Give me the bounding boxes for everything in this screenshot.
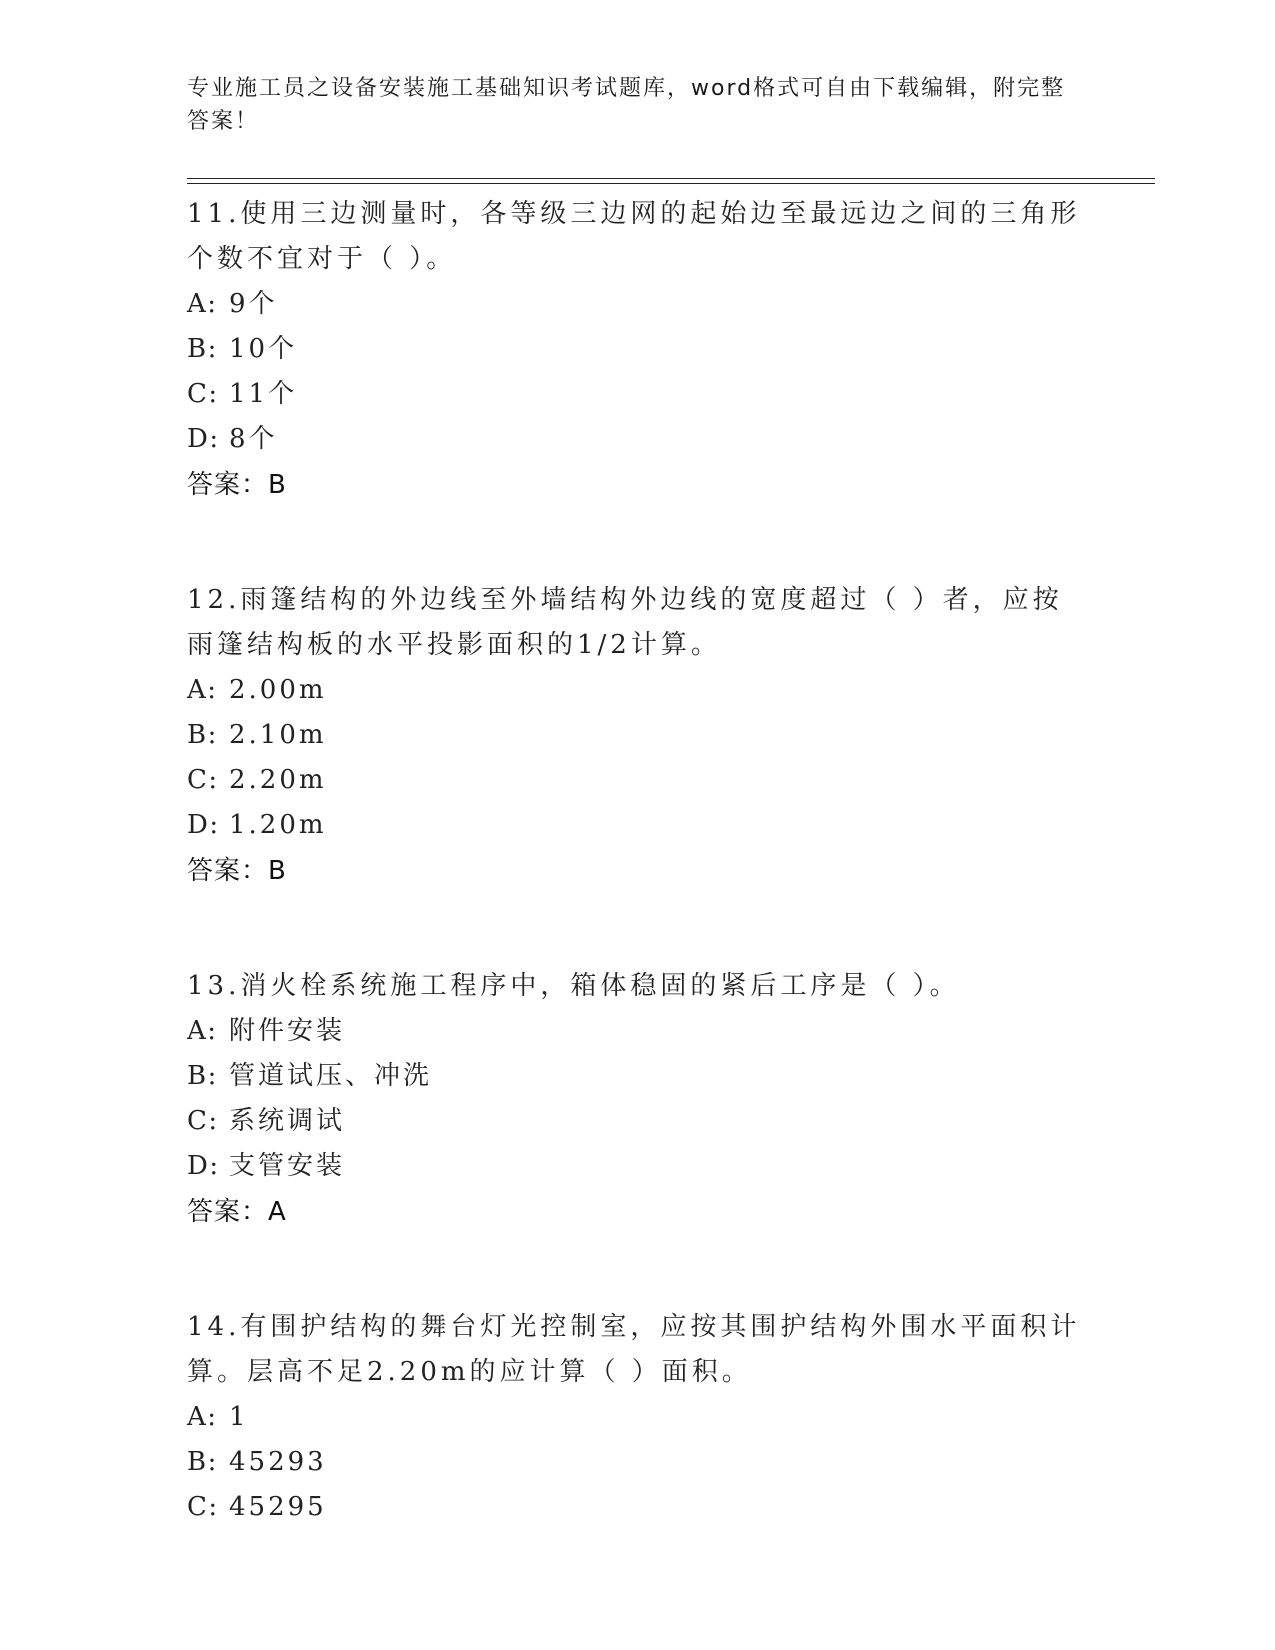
option-c <box>187 1485 1087 1530</box>
option-text: 9个 <box>229 289 278 319</box>
answer-line: 答案：A <box>187 1197 287 1227</box>
option-letter: C: <box>187 765 219 795</box>
question-spacer <box>187 508 1087 573</box>
option-text: 管道试压、冲洗 <box>229 1061 433 1091</box>
option-letter: A: <box>187 1402 218 1432</box>
question-list <box>187 187 1087 1530</box>
option-text: 45295 <box>229 1492 327 1522</box>
option-letter: B: <box>187 1061 218 1091</box>
option-letter: D: <box>187 810 220 840</box>
option-a <box>187 1009 1087 1054</box>
answer-line: 答案：B <box>187 470 287 500</box>
question-spacer <box>187 1235 1087 1300</box>
document-header: 专业施工员之设备安装施工基础知识考试题库，word格式可自由下载编辑，附完整答案！ <box>187 76 1066 134</box>
option-text: 10个 <box>229 334 298 364</box>
option-d <box>187 1144 1087 1189</box>
header-divider-bottom <box>187 183 1155 184</box>
option-letter: B: <box>187 720 218 750</box>
option-text: 2.00m <box>229 675 327 705</box>
question-stem: 11.使用三边测量时，各等级三边网的起始边至最远边之间的三角形个数不宜对于（ ）。 <box>187 199 1081 274</box>
option-text: 2.10m <box>229 720 327 750</box>
question-11 <box>187 187 1087 508</box>
option-c <box>187 372 1087 417</box>
option-text: 45293 <box>229 1447 327 1477</box>
option-a <box>187 668 1087 713</box>
question-12 <box>187 573 1087 894</box>
option-a <box>187 1395 1087 1440</box>
question-13 <box>187 959 1087 1235</box>
option-d <box>187 417 1087 462</box>
option-b <box>187 1054 1087 1099</box>
option-c <box>187 758 1087 803</box>
option-letter: D: <box>187 1151 220 1181</box>
option-text: 8个 <box>229 424 278 454</box>
option-letter: A: <box>187 1016 218 1046</box>
option-text: 1.20m <box>229 810 327 840</box>
option-text: 1 <box>229 1402 249 1432</box>
option-letter: C: <box>187 379 219 409</box>
option-letter: A: <box>187 675 218 705</box>
option-b <box>187 327 1087 372</box>
question-stem: 14.有围护结构的舞台灯光控制室，应按其围护结构外围水平面积计算。层高不足2.20m的应计算（ ）面积。 <box>187 1312 1081 1387</box>
option-d <box>187 803 1087 848</box>
option-letter: B: <box>187 334 218 364</box>
option-letter: C: <box>187 1492 219 1522</box>
question-14 <box>187 1300 1087 1530</box>
option-text: 附件安装 <box>229 1016 346 1046</box>
header-divider-top <box>187 178 1155 179</box>
option-letter: B: <box>187 1447 218 1477</box>
question-stem: 13.消火栓系统施工程序中，箱体稳固的紧后工序是（ ）。 <box>187 971 960 1001</box>
option-text: 2.20m <box>229 765 327 795</box>
option-text: 系统调试 <box>229 1106 346 1136</box>
option-text: 11个 <box>229 379 298 409</box>
option-text: 支管安装 <box>229 1151 346 1181</box>
option-b <box>187 713 1087 758</box>
option-letter: A: <box>187 289 218 319</box>
option-letter: C: <box>187 1106 219 1136</box>
question-spacer <box>187 894 1087 959</box>
option-c <box>187 1099 1087 1144</box>
option-a <box>187 282 1087 327</box>
option-b <box>187 1440 1087 1485</box>
option-letter: D: <box>187 424 220 454</box>
answer-line: 答案：B <box>187 856 287 886</box>
question-stem: 12.雨篷结构的外边线至外墙结构外边线的宽度超过（ ）者，应按雨篷结构板的水平投影面积的1/2计算。 <box>187 585 1063 660</box>
